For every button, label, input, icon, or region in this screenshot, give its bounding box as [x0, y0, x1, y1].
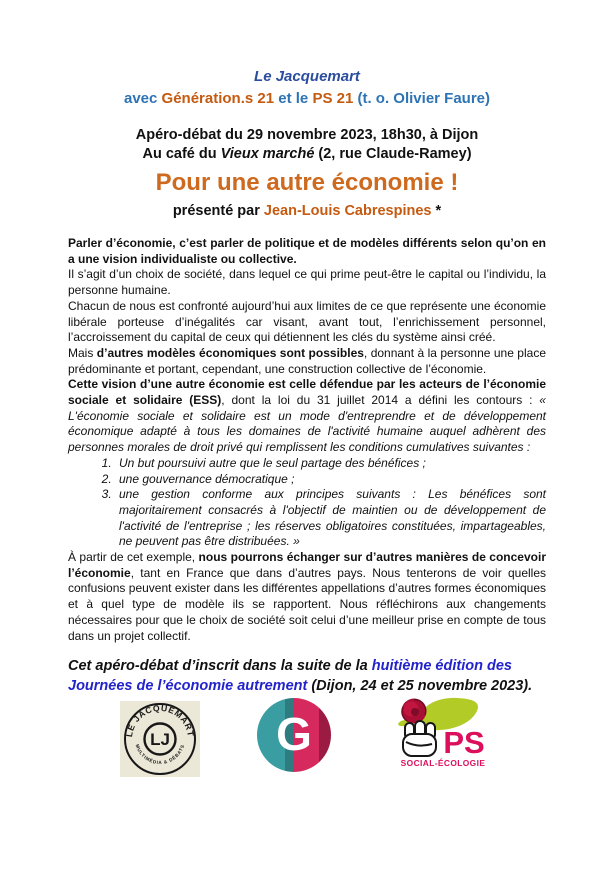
text-segment: Vieux marché — [220, 146, 315, 162]
paragraph — [68, 236, 550, 267]
text-segment: nous pourrons échanger sur d’autres manières de concevoir l’économie — [68, 550, 550, 580]
text-segment: (Dijon, 24 et 25 novembre 2023). — [307, 677, 533, 694]
page-title: Pour une autre économie ! — [155, 169, 459, 196]
condition-list-item — [115, 472, 546, 488]
text-segment: (2, rue Claude-Ramey) — [314, 146, 472, 162]
text-segment: Cette vision d’une autre économie est celle défendue par les acteurs de l’économie sociale et solidaire (ESS) — [68, 377, 550, 408]
link-journees-economie-autrement[interactable]: huitième édition des Journées de l’économie autrement — [68, 658, 516, 694]
ps-tagline: SOCIAL-ÉCOLOGIE — [400, 758, 486, 768]
text-segment: Il s’agit d’un choix de société, dans lequel ce qui prime peut-être le capital ou l’individu, la personne humaine. — [68, 267, 550, 298]
ps-logo-icon — [390, 696, 490, 771]
paragraph — [68, 345, 550, 377]
text-segment: Mais — [68, 345, 97, 360]
lejacquemart-monogram: LJ — [150, 730, 170, 749]
text-segment: une gouvernance démocratique ; — [119, 471, 295, 486]
lejacquemart-logo-icon — [120, 701, 200, 777]
text-segment: Un but poursuivi autre que le seul partage des bénéfices ; — [119, 455, 426, 470]
text-segment: Cet apéro-débat d’inscrit dans la suite de la — [68, 658, 372, 675]
lejacquemart-arc-bottom-text: MULTIMÉDIA & DÉBATS — [134, 743, 186, 766]
text-segment: Chacun de nous est confronté aujourd’hui aux limites de ce que représente une économie libérale porteuse d’inégalités car visant, avant tout, l’enrichissement personnel, l’accroissement du capital de ceux qui détiennent les clés du système ainsi créé. — [68, 298, 550, 345]
presenter-line — [68, 202, 546, 221]
event-venue-line — [68, 145, 546, 164]
text-segment: « L'économie sociale et solidaire est un mode d'entreprendre et de développement économique adapté à tous les domaines de l'activité humaine auquel adhèrent des personnes morales de droit privé qui remplissent les conditions cumulatives suivantes : — [68, 393, 550, 455]
text-segment: une gestion conforme aux principes suivants : Les bénéfices sont majoritairement consacrés à l'objectif de maintien ou de développement de l'activité de l'entreprise ; les réserves obligatoires constituées, impartageables, ne peuvent pas être distribuées. » — [119, 487, 550, 549]
paragraph — [68, 298, 550, 346]
closing-note — [68, 657, 546, 696]
text-segment: et le — [274, 90, 313, 107]
ps-acronym: PS — [443, 725, 485, 760]
text-segment: , donnant à la personne une place prédominante et portant, cependant, une construction collective de l’économie. — [68, 345, 550, 376]
text-segment: avec — [123, 90, 162, 107]
body-text — [68, 236, 550, 644]
text-segment: À partir de cet exemple, — [68, 550, 199, 565]
text-segment: * — [431, 203, 442, 219]
text-segment: , dont la loi du 31 juillet 2014 a défini les contours : — [221, 393, 540, 408]
condition-list-item — [115, 487, 550, 550]
text-segment: Au café du — [142, 146, 221, 162]
text-segment: , tant en France que dans d’autres pays. Nous tenterons de voir quelles confusions peuvent exister dans les différentes appellations d’autres formes économiques et à quel type de modèle ils se rapportent. Nous réfléchirons aux changements nécessaires pour que le choix de société soit celui d’une meilleur prise en compte de tous dans un projet collectif. — [68, 565, 550, 643]
lejacquemart-arc-top-text: LE JACQUEMART — [123, 702, 197, 738]
paragraph — [68, 377, 550, 456]
text-segment: Jean-Louis Cabrespines — [263, 203, 432, 219]
generations-logo — [257, 698, 331, 772]
paragraph — [68, 550, 550, 644]
event-date-line: Apéro-débat du 29 novembre 2023, 18h30, à Dijon — [135, 127, 479, 143]
text-segment: présenté par — [172, 203, 264, 219]
text-segment: Parler d’économie, c’est parler de politique et de modèles différents selon qu’on en a une vision individualiste ou collective. — [68, 236, 550, 266]
ps-logo — [390, 696, 490, 771]
text-segment: d’autres modèles économiques sont possibles — [96, 345, 364, 360]
event-block — [68, 126, 546, 164]
conditions-list — [68, 455, 550, 550]
logos-row — [0, 694, 616, 804]
organizer-title: Le Jacquemart — [254, 68, 360, 85]
text-segment: Génération.s 21 — [161, 90, 275, 107]
generations-g-letter: G — [276, 708, 312, 760]
text-segment: (t. o. Olivier Faure) — [353, 90, 491, 107]
condition-list-item — [115, 456, 546, 472]
text-segment: PS 21 — [312, 90, 354, 107]
paragraph — [68, 267, 550, 298]
lejacquemart-logo — [120, 701, 200, 777]
partners-line — [68, 89, 546, 109]
